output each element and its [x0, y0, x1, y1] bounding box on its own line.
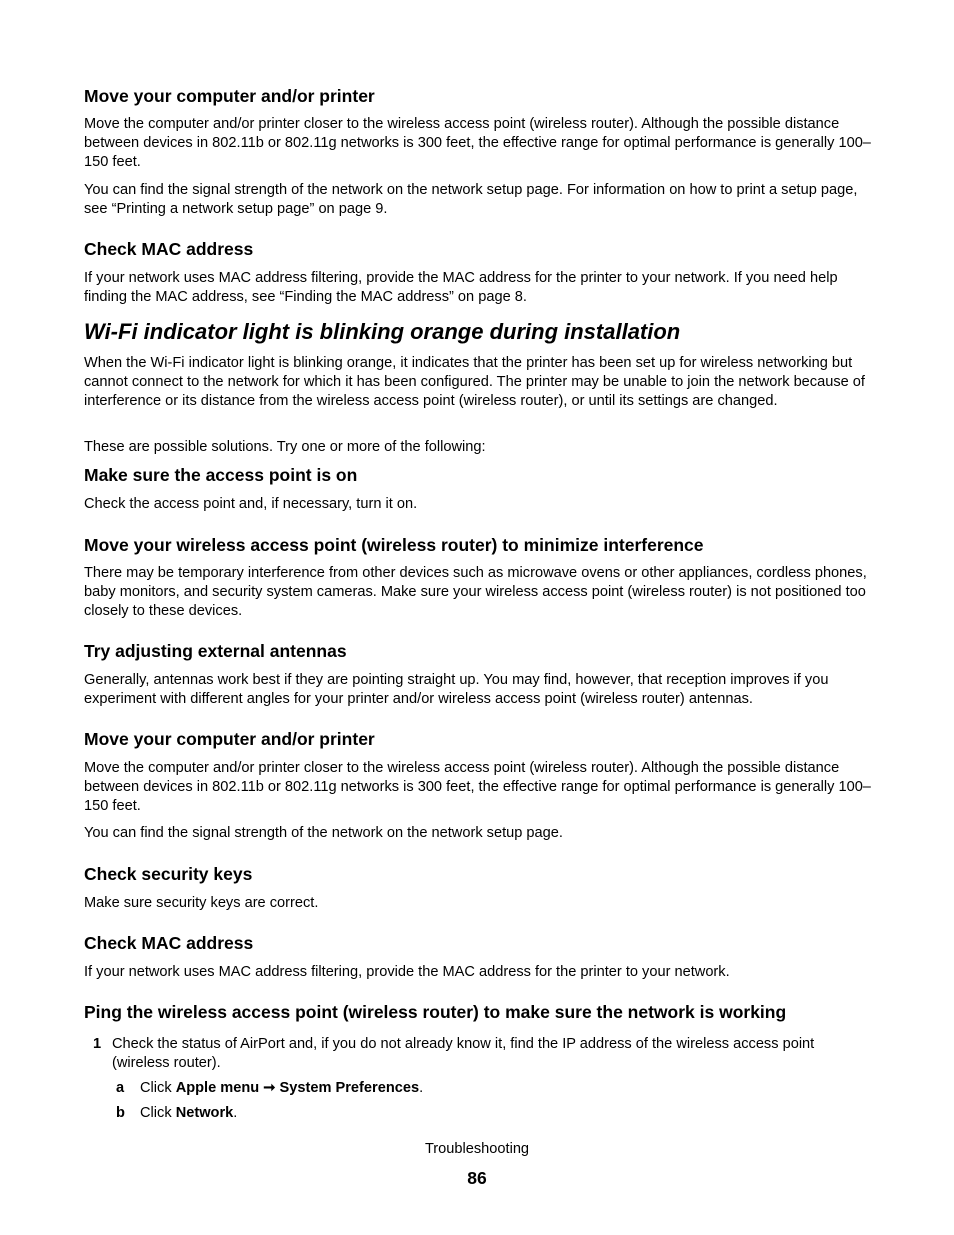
paragraph: These are possible solutions. Try one or more of the following:	[84, 439, 486, 455]
section-heading: Try adjusting external antennas	[84, 641, 347, 661]
paragraph: Make sure security keys are correct.	[84, 895, 319, 911]
paragraph: Generally, antennas work best if they are pointing straight up. You may find, however, that reception improves if you experiment with different angles for your printer and/or wireless access point (wireless router) antennas.	[84, 672, 829, 707]
substep-suffix: .	[233, 1105, 238, 1121]
paragraph: You can find the signal strength of the network on the network setup page. For information on how to print a setup page, see “Printing a network setup page” on page 9.	[84, 182, 858, 217]
substep-text	[140, 1079, 423, 1098]
section-heading: Make sure the access point is on	[84, 465, 358, 485]
step-number: 1	[93, 1036, 102, 1052]
paragraph: There may be temporary interference from other devices such as microwave ovens or other appliances, cordless phones, baby monitors, and security system cameras. Make sure your wireless access point (wireless router) is not positioned too closely to these devices.	[84, 565, 867, 619]
section-heading: Move your computer and/or printer	[84, 86, 375, 106]
substep-text	[140, 1104, 237, 1123]
step-text: Check the status of AirPort and, if you do not already know it, find the IP address of the wireless access point (wireless router).	[112, 1036, 815, 1071]
main-heading: Wi-Fi indicator light is blinking orange during installation	[84, 319, 681, 344]
substep-letter: b	[116, 1105, 125, 1121]
menu-path-apple-menu: Apple menu	[175, 1080, 260, 1096]
substep-suffix: .	[419, 1080, 424, 1096]
menu-path-network: Network	[175, 1105, 234, 1121]
substep-prefix: Click	[140, 1105, 176, 1121]
section-heading: Check MAC address	[84, 933, 254, 953]
section-heading: Ping the wireless access point (wireless router) to make sure the network is working	[84, 1002, 787, 1022]
menu-path-system-preferences: System Preferences	[279, 1080, 420, 1096]
section-heading: Move your wireless access point (wireless router) to minimize interference	[84, 535, 704, 555]
section-heading: Check security keys	[84, 864, 253, 884]
arrow-icon: ➞	[259, 1080, 280, 1096]
paragraph: When the Wi-Fi indicator light is blinking orange, it indicates that the printer has been set up for wireless networking but cannot connect to the network for which it has been configured. The printer may be unable to join the network because of interference or its distance from the wireless access point (wireless router), or until its settings are changed.	[84, 355, 865, 409]
substep-letter: a	[116, 1080, 125, 1096]
footer-chapter-label: Troubleshooting	[424, 1141, 530, 1157]
paragraph: You can find the signal strength of the network on the network setup page.	[84, 825, 563, 841]
paragraph: Move the computer and/or printer closer to the wireless access point (wireless router). Although the possible distance between devices in 802.11b or 802.11g networks is 300 feet, the effective range for optimal performance is generally 100–150 feet.	[84, 760, 871, 814]
section-heading: Check MAC address	[84, 239, 254, 259]
paragraph: Move the computer and/or printer closer to the wireless access point (wireless router). Although the possible distance between devices in 802.11b or 802.11g networks is 300 feet, the effective range for optimal performance is generally 100–150 feet.	[84, 116, 871, 170]
paragraph: If your network uses MAC address filtering, provide the MAC address for the printer to your network. If you need help finding the MAC address, see “Finding the MAC address” on page 8.	[84, 270, 838, 305]
paragraph: If your network uses MAC address filtering, provide the MAC address for the printer to your network.	[84, 964, 730, 980]
section-heading: Move your computer and/or printer	[84, 729, 375, 749]
substep-prefix: Click	[140, 1080, 176, 1096]
page-number: 86	[467, 1168, 487, 1188]
paragraph: Check the access point and, if necessary, turn it on.	[84, 496, 418, 512]
